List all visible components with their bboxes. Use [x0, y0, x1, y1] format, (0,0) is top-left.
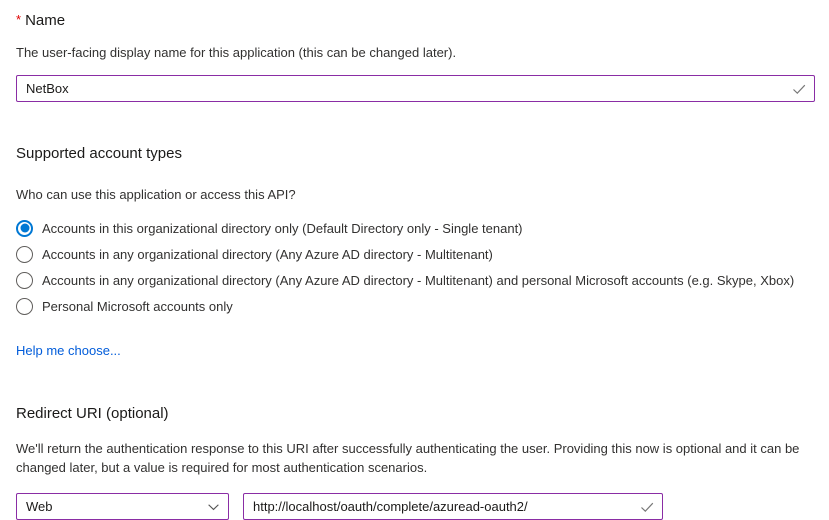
radio-icon[interactable] [16, 298, 33, 315]
platform-select-value: Web [26, 499, 53, 514]
required-asterisk: * [16, 12, 22, 27]
radio-icon[interactable] [16, 272, 33, 289]
name-label: Name [25, 12, 66, 29]
radio-icon[interactable] [16, 220, 33, 237]
checkmark-icon [791, 81, 807, 97]
account-type-option-multitenant[interactable] [16, 241, 815, 267]
chevron-down-icon [207, 500, 220, 513]
account-type-option-label: Accounts in this organizational directory only (Default Directory only - Single tenant) [42, 220, 523, 236]
account-type-option-single-tenant[interactable] [16, 215, 815, 241]
account-type-option-label: Personal Microsoft accounts only [42, 298, 233, 314]
account-types-title: Supported account types [16, 145, 182, 162]
name-section-title [16, 10, 815, 31]
name-input-container [16, 75, 815, 102]
redirect-uri-title: Redirect URI (optional) [16, 405, 169, 422]
redirect-uri-description: We'll return the authentication response to this URI after successfully authenticating the user. Providing this now is optional and it can be changed later, but a value is required for most authentication scenarios. [16, 441, 800, 475]
account-type-radio-group [16, 215, 815, 319]
radio-icon[interactable] [16, 246, 33, 263]
account-type-option-label: Accounts in any organizational directory (Any Azure AD directory - Multitenant) [42, 246, 493, 262]
account-type-option-label: Accounts in any organizational directory (Any Azure AD directory - Multitenant) and personal Microsoft accounts (e.g. Skype, Xbox) [42, 272, 795, 288]
help-me-choose-link[interactable]: Help me choose... [16, 343, 121, 358]
account-type-option-personal-only[interactable] [16, 293, 815, 319]
redirect-uri-input[interactable] [244, 499, 662, 514]
name-description: The user-facing display name for this application (this can be changed later). [16, 45, 457, 60]
account-types-question: Who can use this application or access this API? [16, 187, 296, 202]
name-input[interactable] [17, 81, 814, 96]
account-type-option-multitenant-personal[interactable] [16, 267, 815, 293]
checkmark-icon [639, 499, 655, 515]
